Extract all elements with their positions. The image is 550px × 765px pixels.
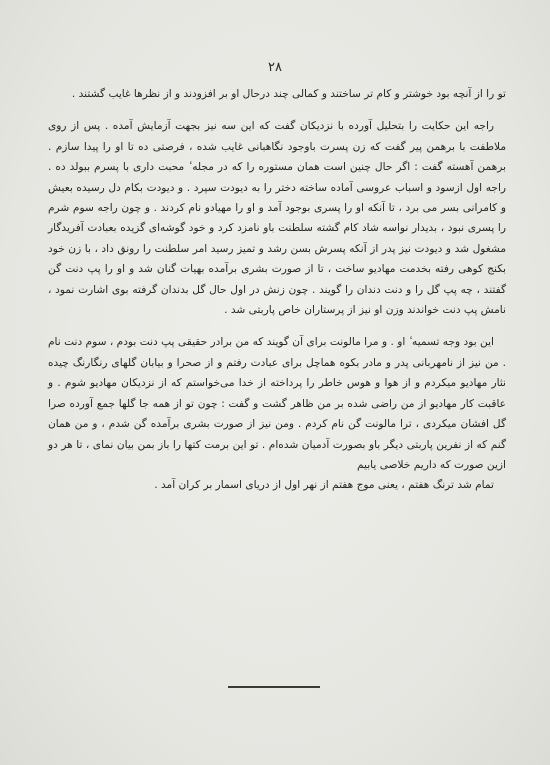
- paragraph-1: تو را از آنچه بود خوشتر و کام تر ساختند و کمالی چند درحال او بر افزودند و از نظرها غایب گشتند .: [71, 88, 506, 100]
- paragraph-2: راجه این حکایت را بتحلیل آورده با نزدیکان گفت که این سه نیز بجهت آزمایش آمده . پس از روی ملاطفت با برهمن پیر گفت که زن پسرت باوجود نگاهبانی غایب شده ، فرصتی ده تا او را پیدا سازم . برهمن آهسته گفت : اگر حال چنین است همان مستوره را که در مجله ٔ محبت داری با پسرم ببولد ده . راجه اول ازسود و اسباب عروسی آماده ساخته دختر را به دیودت سپرد . و دیودت بکام دل رسیده بعیش و کامرانی بسر می برد ، تا آنکه او را پسری بوجود آمد و او را مهیادو نام کردند . و چون راجه سوم شرم را پسری نبود ، بدیدار نواسه شاد کام گشته سلطنت باو نامزد کرد و خود گوشه‌ای گزیده بعبادت آفریدگار مشغول شد و دیودت نیز پدر از آنکه پسرش بسن رشد و تمیز رسید امر سلطنت را رونق داد ، با زن خود بکنج کوهی رفته بخدمت مهادیو ساخت ، تا از صورت بشری برآمده بهیات گنان شد و او را پپ دنت گن گفتند ، چه پپ گل را و دنت دندان را گویند . چون زنش در اول حال گل بدندان گرفته بوی اشارت نمود ، نامش پپ دنت خواندند وزن او نیز از پرستاران خاص پاربتی شد .: [48, 120, 506, 317]
- section-end-divider: [228, 686, 320, 688]
- paragraph-3: این بود وجه تسمیه ٔ او . و مرا مالونت برای آن گویند که من برادر حقیقی پپ دنت بودم ، سوم دنت نام . من نیز از نامهربانی پدر و مادر بکوه هماچل برای عبادت رفتم و از صحرا و بیابان گلهای رنگارنگ چیده نثار مهادیو میکردم و از هوا و هوس خاطر را پرداخته از خدا می‌خواستم که از نزدیکان مهادیو شوم . و عاقبت کار مهادیو از من راضی شده بر من ظاهر گشت و گفت : چون تو از همه جا گلها جمع آورده صرا گل افشان میکردی ، ترا مالونت گن نام کردم . ومن نیز از صورت بشری برآمده گن شدم ، و من همان گنم که از نفرین پاربتی دیگر باو بصورت آدمیان شده‌ام . تو این برمت کتها را باز بمن بیان نمای ، تا هر دو ازین صورت که داریم خلاصی یابیم: [48, 336, 506, 471]
- body-text: [48, 84, 506, 496]
- page-number: ۲۸: [268, 60, 282, 75]
- paragraph-4-chapter-end: تمام شد ترنگ هفتم ، یعنی موج هفتم از نهر اول از دریای اسمار بر کران آمد .: [154, 479, 494, 492]
